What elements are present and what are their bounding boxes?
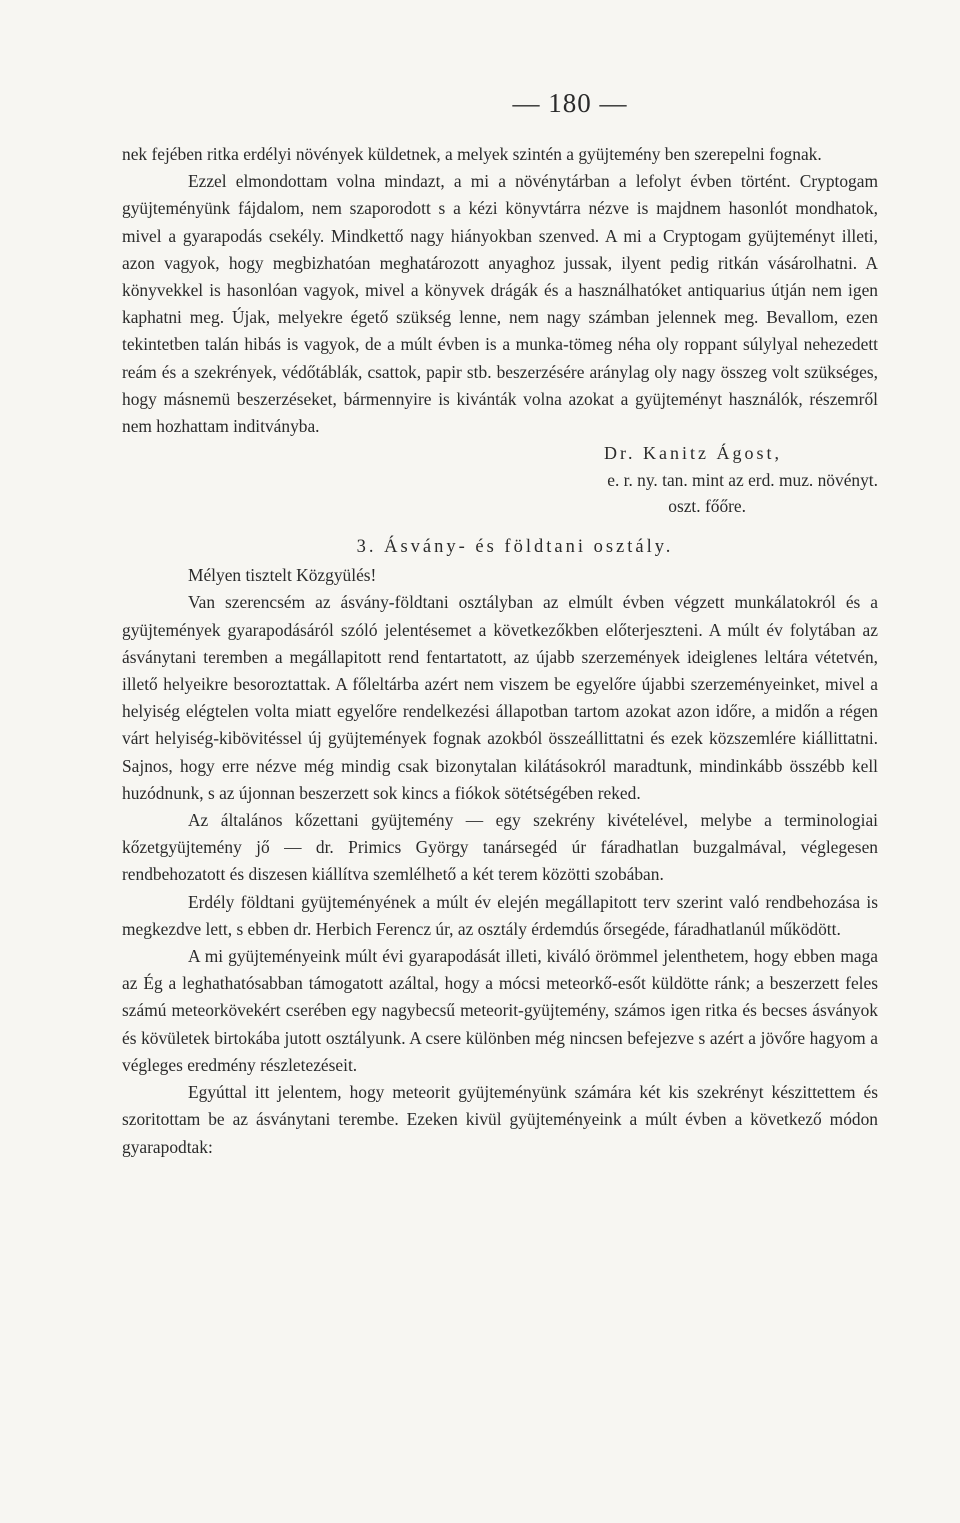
- page-number: — 180 —: [512, 88, 628, 118]
- paragraph-geology-collection: Erdély földtani gyüjteményének a múlt év elején megállapitott terv szerint való rendbehozása is megkezdve lett, s ebben dr. Herbich Ferencz úr, az osztály érdemdús őrsegéde, fáradhatlanúl működött.: [122, 891, 878, 939]
- signature-title-line1: e. r. ny. tan. mint az erd. muz. növényt.: [607, 470, 878, 491]
- paragraph-report-intro: Van szerencsém az ásvány-földtani osztályban az elmúlt évben végzett munkálatokról és a gyüjtemények gyarapodásáról szóló jelentésemet a következőkben előterjeszteni. A múlt év folytában az ásványtani teremben a megállapitott rend fentartatott, az újabb szerzemények ideiglenes leltára vétetvén, illető helyeikre besoroztattak. A főleltárba azért nem viszem be egyelőre újabbi szerzeményeinket, mivel a helyiség elégtelen volta miatt egyelőre rendelkezési állapotban tartom azokat azon időre, a midőn a régen várt helyiség-kibövitéssel új gyüjtemények fognak azokból összeállittatni és ezek közszemlére kiállittatni. Sajnos, hogy erre nézve még mindig csak bizonytalan kilátásokról maradtunk, mindinkább összébb kell huzódnunk, s az újonnan beszerzett sok kincs a fiókok sötétségében reked.: [122, 592, 878, 803]
- signature-name: Dr. Kanitz Ágost,: [604, 443, 782, 464]
- signature-title-line2: oszt. főőre.: [668, 496, 746, 517]
- section-heading: 3. Ásvány- és földtani osztály.: [356, 537, 674, 558]
- salutation: Mélyen tisztelt Közgyülés!: [188, 565, 377, 586]
- paragraph-cabinets: Egyúttal itt jelentem, hogy meteorit gyüjteményünk számára két kis szekrényt készittettem és szoritottam be az ásványtani terembe. Ezeken kivül gyüjteményeink a múlt évben a következő módon gyarapodtak:: [122, 1082, 878, 1157]
- paragraph-rock-collection: Az általános kőzettani gyüjtemény — egy szekrény kivételével, melybe a terminologiai kőzetgyüjtemény jő — dr. Primics György tanársegéd úr fáradhatlan buzgalmával, véglegesen rendbehozatott és diszesen kiállítva szemlélhető a két terem közötti szobában.: [122, 810, 878, 885]
- paragraph-plant-collection: Ezzel elmondottam volna mindazt, a mi a növénytárban a lefolyt évben történt. Cryptogam gyüjteményünk fájdalom, nem szaporodott s a kézi könyvtárra nézve is majdnem hasonlót mondhatok, mivel a gyarapodás csekély. Mindkettő nagy hiányokban szenved. A mi a Cryptogam gyüjteményt illeti, azon vagyok, hogy megbizhatóan meghatározott anyaghoz jussak, ilyent pedig ritkán vásárolhatni. A könyvekkel is hasonlóan vagyok, mivel a könyvek drágák és a használhatóket antiquarius útján nem igen kaphatni meg. Újak, melyekre égető szükség lenne, nem nagy számban jelennek meg. Bevallom, ezen tekintetben talán hibás is vagyok, de a múlt évben is a munka-tömeg néha oly roppant súlylyal nehezedett reám és a szekrények, védőtáblák, csattok, papir stb. beszerzésére aránylag oly nagy összeg volt szükséges, hogy másnemü beszerzéseket, bármennyire is kivánták volna azokat a gyüjteményt használók, részemről nem hozhattam inditványba.: [122, 171, 878, 437]
- paragraph-meteorite: A mi gyüjteményeink múlt évi gyarapodását illeti, kiváló örömmel jelenthetem, hogy ebben maga az Ég a leghathatósabban támogatott azáltal, hogy a mócsi meteorkő-esőt küldötte ránk; a beszerzett feles számú meteorkövekért cserében egy nagybecsű meteorit-gyüjtemény, számos igen ritka és becses ásványok és kövületek birtokába jutott osztályunk. A csere különben még nincsen befejezve s azért a jövőre hagyom a végleges eredmény részletezéseit.: [122, 946, 878, 1075]
- paragraph-continuation: nek fejében ritka erdélyi növények küldetnek, a melyek szintén a gyüjtemény ben szerepelni fognak.: [122, 144, 822, 164]
